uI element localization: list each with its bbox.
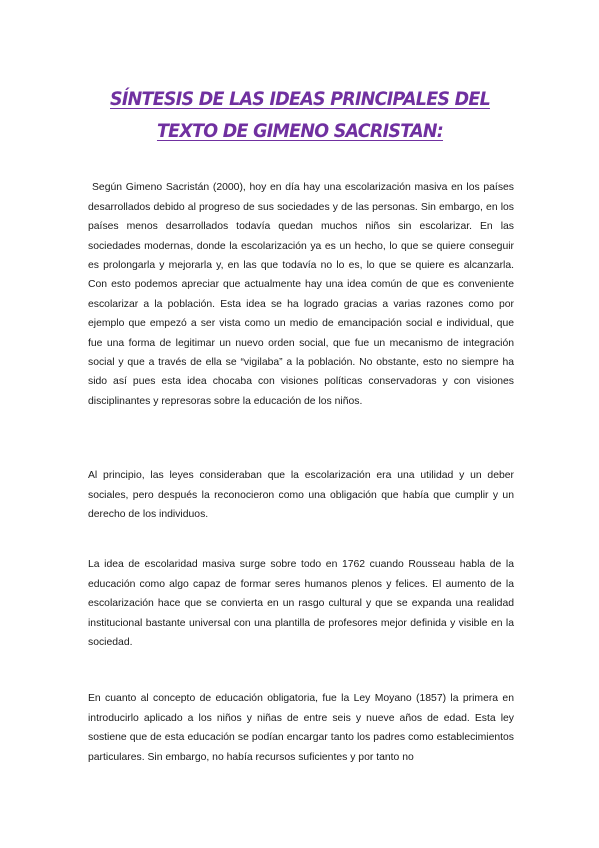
paragraph-2: Al principio, las leyes consideraban que la escolarización era una utilidad y un deber sociales, pero después la reconocieron como una obligación que había que cumplir y un derecho de los individuos. [88,470,514,521]
paragraph-4: En cuanto al concepto de educación obligatoria, fue la Ley Moyano (1857) la primera en introducirlo aplicado a los niños y niñas de entre seis y nueve años de edad. Esta ley sostiene que de esta educación se podían encargar tanto los padres como establecimientos particulares. Sin embargo, no había recursos suficientes y por tanto no [88,693,514,763]
document-title: SÍNTESIS DE LAS IDEAS PRINCIPALES DEL TEXTO DE GIMENO SACRISTAN: [110,88,490,142]
paragraph-3: La idea de escolaridad masiva surge sobre todo en 1762 cuando Rousseau habla de la educación como algo capaz de formar seres humanos plenos y felices. El aumento de la escolarización hace que se convierta en un rasgo cultural y que se expanda una realidad institucional bastante universal con una plantilla de profesores mejor definida y visible en la sociedad. [88,559,514,649]
paragraph-1: Según Gimeno Sacristán (2000), hoy en día hay una escolarización masiva en los países desarrollados debido al progreso de sus sociedades y de las personas. Sin embargo, en los países menos desarrollados todavía quedan muchos niños sin escolarizar. En las sociedades modernas, donde la escolarización ya es un hecho, lo que se quiere conseguir es prolongarla y mejorarla y, en las que todavía no lo es, lo que se quiere es alcanzarla. Con esto podemos apreciar que actualmente hay una idea común de que es conveniente escolarizar a la población. Esta idea se ha logrado gracias a varias razones como por ejemplo que empezó a ser vista como un medio de emancipación social e individual, que fue una forma de legitimar un nuevo orden social, que fue un mecanismo de integración social y que a través de ella se “vigilaba” a la población. No obstante, esto no siempre ha sido así pues esta idea chocaba con visiones políticas conservadoras y con visiones disciplinantes y represoras sobre la educación de los niños. [88,182,514,407]
